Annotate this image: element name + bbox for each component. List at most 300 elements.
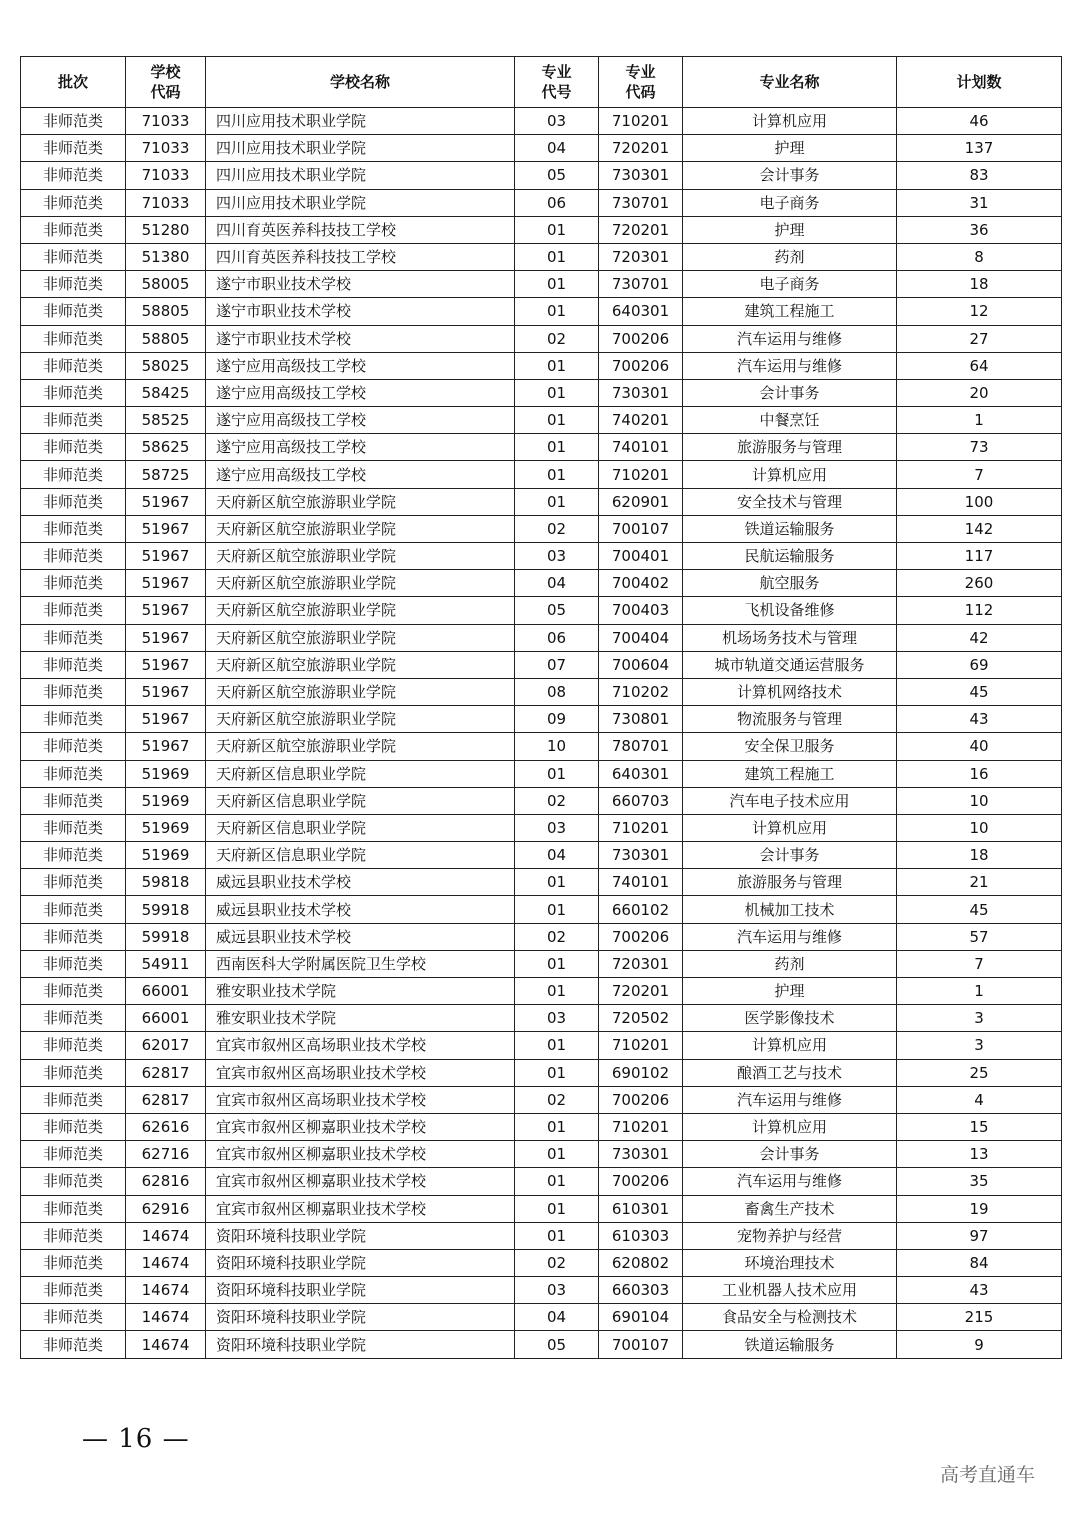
cell-school-name: 遂宁市职业技术学校 (206, 271, 515, 298)
table-row (21, 407, 1062, 434)
cell-school-code: 62817 (126, 1059, 206, 1086)
table-row (21, 1032, 1062, 1059)
cell-school-code: 51967 (126, 597, 206, 624)
cell-plan: 13 (897, 1141, 1062, 1168)
cell-major-code: 04 (515, 1304, 599, 1331)
cell-school-name: 宜宾市叙州区柳嘉职业技术学校 (206, 1168, 515, 1195)
cell-school-code: 51380 (126, 243, 206, 270)
table-row (21, 787, 1062, 814)
cell-prof-code: 700107 (599, 515, 683, 542)
cell-major-code: 01 (515, 1141, 599, 1168)
cell-prof-code: 710202 (599, 678, 683, 705)
cell-major-code: 01 (515, 1059, 599, 1086)
table-row (21, 842, 1062, 869)
cell-major-code: 08 (515, 678, 599, 705)
cell-plan: 25 (897, 1059, 1062, 1086)
table-row (21, 624, 1062, 651)
table-row (21, 216, 1062, 243)
cell-major-code: 05 (515, 162, 599, 189)
cell-plan: 7 (897, 950, 1062, 977)
header-plan-label: 计划数 (956, 73, 1002, 91)
cell-batch: 非师范类 (21, 978, 126, 1005)
cell-major-code: 01 (515, 978, 599, 1005)
table-row (21, 760, 1062, 787)
cell-major-code: 10 (515, 733, 599, 760)
cell-major-code: 01 (515, 271, 599, 298)
cell-school-name: 天府新区信息职业学院 (206, 760, 515, 787)
cell-major-code: 01 (515, 352, 599, 379)
header-major-code-line2: 代号 (541, 83, 572, 101)
cell-major-name: 会计事务 (683, 1141, 897, 1168)
cell-plan: 73 (897, 434, 1062, 461)
cell-plan: 15 (897, 1113, 1062, 1140)
cell-major-code: 02 (515, 1249, 599, 1276)
cell-major-name: 汽车电子技术应用 (683, 787, 897, 814)
cell-school-name: 威远县职业技术学校 (206, 869, 515, 896)
cell-batch: 非师范类 (21, 1277, 126, 1304)
cell-prof-code: 720201 (599, 135, 683, 162)
table-row (21, 515, 1062, 542)
table-row (21, 1168, 1062, 1195)
cell-school-code: 71033 (126, 189, 206, 216)
header-major-name (683, 57, 897, 108)
cell-major-code: 01 (515, 1195, 599, 1222)
cell-major-name: 城市轨道交通运营服务 (683, 651, 897, 678)
cell-school-code: 71033 (126, 162, 206, 189)
cell-major-code: 02 (515, 515, 599, 542)
cell-school-code: 58025 (126, 352, 206, 379)
table-row (21, 1331, 1062, 1358)
cell-major-name: 建筑工程施工 (683, 298, 897, 325)
cell-school-code: 14674 (126, 1222, 206, 1249)
header-batch (21, 57, 126, 108)
table-row (21, 814, 1062, 841)
cell-school-code: 58805 (126, 298, 206, 325)
cell-prof-code: 700404 (599, 624, 683, 651)
cell-batch: 非师范类 (21, 678, 126, 705)
cell-batch: 非师范类 (21, 515, 126, 542)
table-header (21, 57, 1062, 108)
cell-batch: 非师范类 (21, 733, 126, 760)
cell-school-code: 51969 (126, 842, 206, 869)
cell-plan: 8 (897, 243, 1062, 270)
cell-prof-code: 730301 (599, 379, 683, 406)
cell-prof-code: 710201 (599, 1032, 683, 1059)
cell-major-name: 药剂 (683, 950, 897, 977)
cell-major-name: 酿酒工艺与技术 (683, 1059, 897, 1086)
cell-batch: 非师范类 (21, 597, 126, 624)
table-row (21, 1059, 1062, 1086)
cell-school-code: 14674 (126, 1249, 206, 1276)
cell-major-name: 会计事务 (683, 842, 897, 869)
cell-major-name: 药剂 (683, 243, 897, 270)
cell-plan: 21 (897, 869, 1062, 896)
cell-school-name: 天府新区信息职业学院 (206, 814, 515, 841)
table-row (21, 1086, 1062, 1113)
cell-school-code: 66001 (126, 978, 206, 1005)
cell-major-name: 飞机设备维修 (683, 597, 897, 624)
cell-major-name: 护理 (683, 135, 897, 162)
cell-batch: 非师范类 (21, 1113, 126, 1140)
cell-batch: 非师范类 (21, 950, 126, 977)
cell-plan: 4 (897, 1086, 1062, 1113)
cell-school-code: 62616 (126, 1113, 206, 1140)
cell-major-code: 05 (515, 1331, 599, 1358)
cell-prof-code: 620802 (599, 1249, 683, 1276)
cell-school-name: 宜宾市叙州区柳嘉职业技术学校 (206, 1141, 515, 1168)
cell-school-name: 天府新区信息职业学院 (206, 787, 515, 814)
cell-prof-code: 700403 (599, 597, 683, 624)
cell-batch: 非师范类 (21, 1249, 126, 1276)
cell-school-code: 71033 (126, 108, 206, 135)
cell-major-code: 01 (515, 1222, 599, 1249)
cell-school-name: 遂宁市职业技术学校 (206, 298, 515, 325)
cell-plan: 35 (897, 1168, 1062, 1195)
cell-plan: 84 (897, 1249, 1062, 1276)
cell-school-name: 资阳环境科技职业学院 (206, 1222, 515, 1249)
cell-batch: 非师范类 (21, 298, 126, 325)
cell-school-code: 59918 (126, 923, 206, 950)
cell-school-name: 天府新区航空旅游职业学院 (206, 515, 515, 542)
cell-major-code: 02 (515, 325, 599, 352)
table-row (21, 1005, 1062, 1032)
cell-major-name: 汽车运用与维修 (683, 923, 897, 950)
header-prof-code-line2: 代码 (625, 83, 656, 101)
cell-major-name: 电子商务 (683, 189, 897, 216)
cell-school-name: 四川育英医养科技技工学校 (206, 243, 515, 270)
cell-plan: 112 (897, 597, 1062, 624)
cell-major-code: 01 (515, 1113, 599, 1140)
cell-major-name: 环境治理技术 (683, 1249, 897, 1276)
cell-prof-code: 660303 (599, 1277, 683, 1304)
cell-plan: 69 (897, 651, 1062, 678)
cell-major-name: 食品安全与检测技术 (683, 1304, 897, 1331)
header-school-code-line2: 代码 (150, 83, 181, 101)
header-prof-code (599, 57, 683, 108)
cell-plan: 43 (897, 1277, 1062, 1304)
header-school-code-line1: 学校 (150, 63, 181, 81)
cell-plan: 1 (897, 407, 1062, 434)
cell-school-name: 雅安职业技术学院 (206, 1005, 515, 1032)
cell-batch: 非师范类 (21, 1331, 126, 1358)
cell-major-code: 01 (515, 461, 599, 488)
cell-plan: 36 (897, 216, 1062, 243)
cell-school-code: 51967 (126, 488, 206, 515)
cell-batch: 非师范类 (21, 1059, 126, 1086)
cell-major-name: 护理 (683, 216, 897, 243)
cell-batch: 非师范类 (21, 434, 126, 461)
cell-batch: 非师范类 (21, 488, 126, 515)
cell-plan: 10 (897, 787, 1062, 814)
table-row (21, 1277, 1062, 1304)
cell-plan: 64 (897, 352, 1062, 379)
cell-prof-code: 720201 (599, 216, 683, 243)
cell-major-name: 计算机应用 (683, 814, 897, 841)
header-major-name-label: 专业名称 (759, 73, 820, 91)
cell-batch: 非师范类 (21, 243, 126, 270)
cell-prof-code: 640301 (599, 298, 683, 325)
cell-school-name: 宜宾市叙州区柳嘉职业技术学校 (206, 1113, 515, 1140)
cell-major-name: 铁道运输服务 (683, 515, 897, 542)
cell-batch: 非师范类 (21, 760, 126, 787)
cell-major-code: 01 (515, 243, 599, 270)
cell-school-name: 天府新区航空旅游职业学院 (206, 651, 515, 678)
cell-batch: 非师范类 (21, 1195, 126, 1222)
header-major-code (515, 57, 599, 108)
cell-batch: 非师范类 (21, 1222, 126, 1249)
watermark: 高考直通车 (940, 1464, 1036, 1486)
cell-school-name: 四川应用技术职业学院 (206, 108, 515, 135)
cell-plan: 27 (897, 325, 1062, 352)
table-row (21, 543, 1062, 570)
cell-major-code: 04 (515, 135, 599, 162)
cell-school-code: 59918 (126, 896, 206, 923)
cell-school-name: 天府新区信息职业学院 (206, 842, 515, 869)
cell-prof-code: 610301 (599, 1195, 683, 1222)
cell-batch: 非师范类 (21, 1304, 126, 1331)
table-row (21, 733, 1062, 760)
cell-school-code: 66001 (126, 1005, 206, 1032)
cell-prof-code: 730701 (599, 189, 683, 216)
cell-plan: 9 (897, 1331, 1062, 1358)
cell-major-code: 01 (515, 379, 599, 406)
cell-prof-code: 710201 (599, 1113, 683, 1140)
cell-prof-code: 740101 (599, 434, 683, 461)
cell-school-name: 天府新区航空旅游职业学院 (206, 597, 515, 624)
cell-school-name: 遂宁应用高级技工学校 (206, 461, 515, 488)
table-row (21, 1249, 1062, 1276)
cell-plan: 137 (897, 135, 1062, 162)
cell-batch: 非师范类 (21, 352, 126, 379)
cell-batch: 非师范类 (21, 706, 126, 733)
cell-major-code: 01 (515, 760, 599, 787)
cell-major-name: 航空服务 (683, 570, 897, 597)
header-plan (897, 57, 1062, 108)
cell-school-code: 51280 (126, 216, 206, 243)
cell-batch: 非师范类 (21, 407, 126, 434)
table-row (21, 1304, 1062, 1331)
cell-major-name: 汽车运用与维修 (683, 1168, 897, 1195)
table-row (21, 108, 1062, 135)
cell-batch: 非师范类 (21, 814, 126, 841)
cell-plan: 215 (897, 1304, 1062, 1331)
table-row (21, 325, 1062, 352)
cell-major-name: 计算机网络技术 (683, 678, 897, 705)
cell-school-name: 四川应用技术职业学院 (206, 162, 515, 189)
cell-major-code: 03 (515, 543, 599, 570)
cell-major-code: 02 (515, 1086, 599, 1113)
cell-prof-code: 740101 (599, 869, 683, 896)
header-row (21, 57, 1062, 108)
cell-plan: 1 (897, 978, 1062, 1005)
cell-batch: 非师范类 (21, 651, 126, 678)
cell-school-name: 雅安职业技术学院 (206, 978, 515, 1005)
cell-school-code: 51967 (126, 543, 206, 570)
cell-school-code: 51967 (126, 733, 206, 760)
cell-major-code: 01 (515, 950, 599, 977)
cell-plan: 100 (897, 488, 1062, 515)
cell-major-code: 01 (515, 1168, 599, 1195)
cell-major-name: 物流服务与管理 (683, 706, 897, 733)
cell-prof-code: 690104 (599, 1304, 683, 1331)
cell-batch: 非师范类 (21, 1005, 126, 1032)
cell-prof-code: 730701 (599, 271, 683, 298)
table-row (21, 379, 1062, 406)
cell-major-code: 06 (515, 189, 599, 216)
cell-plan: 3 (897, 1005, 1062, 1032)
cell-major-code: 04 (515, 842, 599, 869)
cell-school-code: 14674 (126, 1304, 206, 1331)
cell-school-code: 62017 (126, 1032, 206, 1059)
cell-prof-code: 700401 (599, 543, 683, 570)
cell-prof-code: 660102 (599, 896, 683, 923)
cell-major-name: 计算机应用 (683, 108, 897, 135)
cell-major-code: 01 (515, 896, 599, 923)
cell-prof-code: 720301 (599, 950, 683, 977)
cell-major-code: 01 (515, 1032, 599, 1059)
table-row (21, 189, 1062, 216)
cell-prof-code: 730301 (599, 162, 683, 189)
cell-school-name: 资阳环境科技职业学院 (206, 1304, 515, 1331)
cell-school-name: 西南医科大学附属医院卫生学校 (206, 950, 515, 977)
cell-school-name: 遂宁应用高级技工学校 (206, 407, 515, 434)
cell-major-code: 05 (515, 597, 599, 624)
cell-prof-code: 730301 (599, 1141, 683, 1168)
cell-major-code: 01 (515, 216, 599, 243)
cell-prof-code: 710201 (599, 461, 683, 488)
cell-school-name: 天府新区航空旅游职业学院 (206, 706, 515, 733)
header-prof-code-line1: 专业 (625, 63, 656, 81)
cell-school-code: 58805 (126, 325, 206, 352)
table-row (21, 570, 1062, 597)
cell-major-code: 09 (515, 706, 599, 733)
cell-batch: 非师范类 (21, 461, 126, 488)
cell-major-code: 01 (515, 298, 599, 325)
cell-school-name: 资阳环境科技职业学院 (206, 1331, 515, 1358)
cell-school-code: 62816 (126, 1168, 206, 1195)
cell-school-name: 资阳环境科技职业学院 (206, 1249, 515, 1276)
cell-school-code: 59818 (126, 869, 206, 896)
cell-major-code: 01 (515, 434, 599, 461)
cell-batch: 非师范类 (21, 896, 126, 923)
cell-school-name: 天府新区航空旅游职业学院 (206, 624, 515, 651)
table-row (21, 678, 1062, 705)
cell-plan: 18 (897, 842, 1062, 869)
cell-prof-code: 710201 (599, 814, 683, 841)
cell-batch: 非师范类 (21, 624, 126, 651)
cell-major-name: 建筑工程施工 (683, 760, 897, 787)
cell-plan: 7 (897, 461, 1062, 488)
cell-plan: 16 (897, 760, 1062, 787)
table-row (21, 1113, 1062, 1140)
cell-plan: 45 (897, 678, 1062, 705)
cell-major-code: 02 (515, 787, 599, 814)
cell-major-name: 民航运输服务 (683, 543, 897, 570)
cell-batch: 非师范类 (21, 570, 126, 597)
cell-batch: 非师范类 (21, 108, 126, 135)
cell-major-name: 计算机应用 (683, 461, 897, 488)
cell-school-name: 遂宁市职业技术学校 (206, 325, 515, 352)
cell-major-name: 会计事务 (683, 379, 897, 406)
cell-prof-code: 700604 (599, 651, 683, 678)
cell-batch: 非师范类 (21, 1086, 126, 1113)
cell-batch: 非师范类 (21, 842, 126, 869)
cell-batch: 非师范类 (21, 787, 126, 814)
cell-major-name: 医学影像技术 (683, 1005, 897, 1032)
table-row (21, 1195, 1062, 1222)
cell-major-name: 计算机应用 (683, 1032, 897, 1059)
cell-batch: 非师范类 (21, 162, 126, 189)
cell-plan: 40 (897, 733, 1062, 760)
cell-school-name: 资阳环境科技职业学院 (206, 1277, 515, 1304)
table-row (21, 950, 1062, 977)
cell-plan: 42 (897, 624, 1062, 651)
cell-major-name: 工业机器人技术应用 (683, 1277, 897, 1304)
cell-prof-code: 740201 (599, 407, 683, 434)
cell-batch: 非师范类 (21, 1168, 126, 1195)
cell-major-name: 安全技术与管理 (683, 488, 897, 515)
cell-school-code: 51967 (126, 678, 206, 705)
cell-batch: 非师范类 (21, 379, 126, 406)
cell-school-code: 54911 (126, 950, 206, 977)
cell-school-name: 威远县职业技术学校 (206, 896, 515, 923)
cell-major-code: 07 (515, 651, 599, 678)
cell-major-name: 计算机应用 (683, 1113, 897, 1140)
cell-prof-code: 640301 (599, 760, 683, 787)
table-row (21, 488, 1062, 515)
cell-plan: 46 (897, 108, 1062, 135)
cell-major-name: 会计事务 (683, 162, 897, 189)
cell-school-code: 58725 (126, 461, 206, 488)
cell-prof-code: 720502 (599, 1005, 683, 1032)
cell-plan: 142 (897, 515, 1062, 542)
cell-major-code: 02 (515, 923, 599, 950)
table-body (21, 108, 1062, 1359)
cell-prof-code: 700206 (599, 1086, 683, 1113)
cell-school-code: 51967 (126, 624, 206, 651)
table-row (21, 162, 1062, 189)
cell-major-code: 06 (515, 624, 599, 651)
cell-major-name: 旅游服务与管理 (683, 434, 897, 461)
cell-prof-code: 620901 (599, 488, 683, 515)
cell-plan: 45 (897, 896, 1062, 923)
header-school-name-label: 学校名称 (329, 73, 390, 91)
table-row (21, 597, 1062, 624)
cell-school-code: 51969 (126, 787, 206, 814)
table-row (21, 243, 1062, 270)
enrollment-plan-table (20, 56, 1062, 1359)
cell-major-code: 03 (515, 814, 599, 841)
cell-school-name: 四川应用技术职业学院 (206, 135, 515, 162)
cell-school-name: 遂宁应用高级技工学校 (206, 434, 515, 461)
cell-school-code: 51967 (126, 651, 206, 678)
table-row (21, 1141, 1062, 1168)
cell-major-name: 汽车运用与维修 (683, 352, 897, 379)
cell-school-code: 62916 (126, 1195, 206, 1222)
cell-school-name: 四川育英医养科技技工学校 (206, 216, 515, 243)
cell-plan: 18 (897, 271, 1062, 298)
cell-major-name: 护理 (683, 978, 897, 1005)
cell-school-name: 威远县职业技术学校 (206, 923, 515, 950)
cell-plan: 43 (897, 706, 1062, 733)
cell-major-name: 机械加工技术 (683, 896, 897, 923)
cell-school-name: 天府新区航空旅游职业学院 (206, 543, 515, 570)
cell-school-code: 58625 (126, 434, 206, 461)
cell-major-name: 宠物养护与经营 (683, 1222, 897, 1249)
cell-plan: 20 (897, 379, 1062, 406)
cell-batch: 非师范类 (21, 543, 126, 570)
cell-batch: 非师范类 (21, 216, 126, 243)
